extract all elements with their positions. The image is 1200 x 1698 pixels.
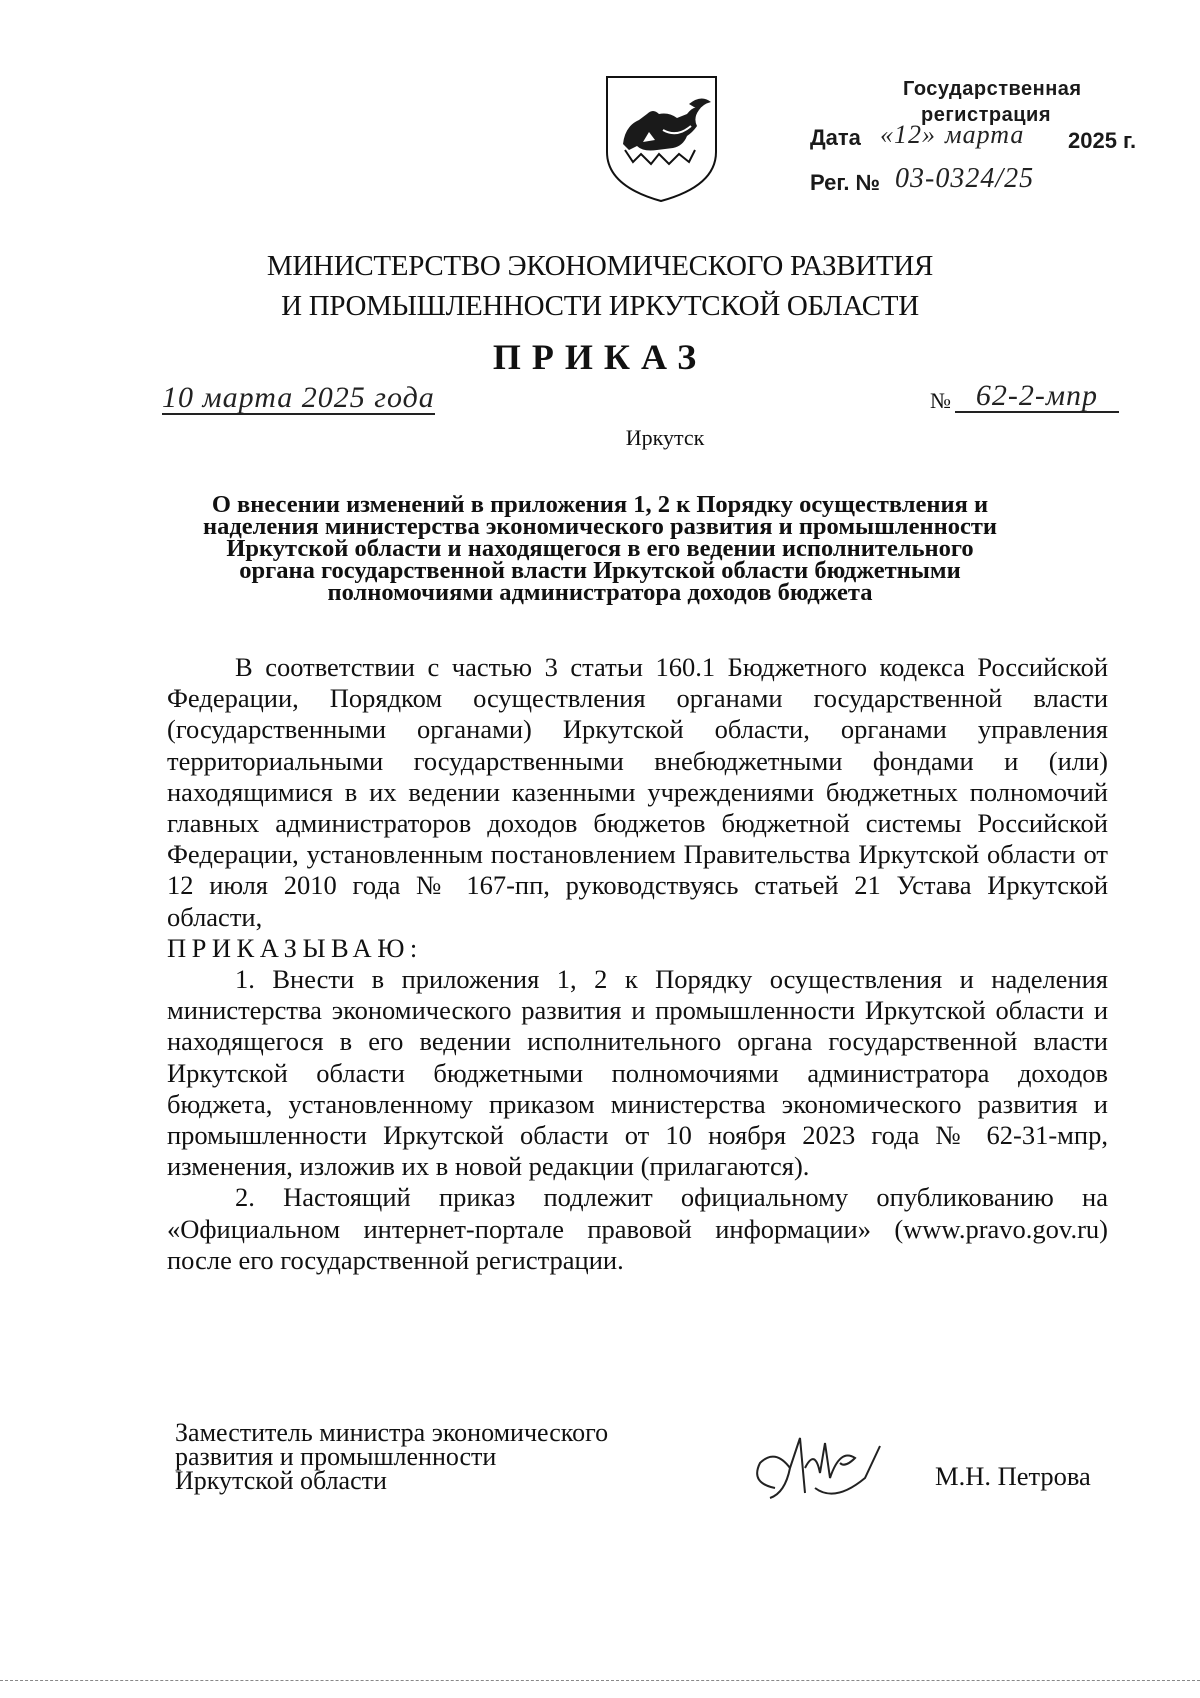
ministry-name-line1: МИНИСТЕРСТВО ЭКОНОМИЧЕСКОГО РАЗВИТИЯ <box>266 250 934 282</box>
document-title: ПРИКАЗ <box>492 337 708 377</box>
handwritten-signature <box>745 1428 895 1506</box>
subject-line: полномочиями администратора доходов бюджета <box>327 579 873 606</box>
stamp-date-day: «12» <box>880 120 936 149</box>
subject-line: органа государственной власти Иркутской области бюджетными <box>239 557 961 584</box>
stamp-reg-label: Рег. № <box>810 170 881 195</box>
order-item-1: 1. Внести в приложения 1, 2 к Порядку осуществления и наделения министерства экономического развития и промышленности Иркутской области и находящегося в его ведении исполнительного органа государственной власти Иркутской области бюджетными полномочиями администратора доходов бюджета, установленному приказом министерства экономического развития и промышленности Иркутской области от 10 ноября 2023 года № 62-31-мпр, изменения, изложив их в новой редакции (прилагаются). <box>167 964 1108 1182</box>
subject-line: Иркутской области и находящегося в его ведении исполнительного <box>226 535 974 562</box>
preamble-paragraph: В соответствии с частью 3 статьи 160.1 Бюджетного кодекса Российской Федерации, Порядком осуществления органами государственной власти (государственными органами) Иркутской области, органами управления территориальными государственными внебюджетными фондами и (или) находящимися в их ведении казенными учреждениями бюджетных полномочий главных администраторов доходов бюджетов бюджетной системы Российской Федерации, установленным постановлением Правительства Иркутской области от 12 июля 2010 года № 167-пп, руководствуясь статьей 21 Устава Иркутской области, <box>167 652 1108 932</box>
signatory-position-line: развития и промышленности <box>175 1442 497 1471</box>
subject-line: наделения министерства экономического развития и промышленности <box>203 513 997 540</box>
coat-of-arms-icon <box>603 74 720 204</box>
stamp-title-line2: регистрация <box>921 104 1051 126</box>
signatory-position <box>175 1418 735 1495</box>
stamp-date-month: марта <box>945 120 1025 149</box>
ministry-name-line2: И ПРОМЫШЛЕННОСТИ ИРКУТСКОЙ ОБЛАСТИ <box>281 290 919 322</box>
stamp-date-year: 2025 г. <box>1068 128 1137 153</box>
order-number-label: № <box>930 388 951 413</box>
subject-line: О внесении изменений в приложения 1, 2 к Порядку осуществления и <box>211 491 989 518</box>
stamp-date-label: Дата <box>810 125 861 150</box>
signatory-name: М.Н. Петрова <box>935 1461 1091 1491</box>
stamp-title-line1: Государственная <box>903 78 1082 100</box>
order-word: ПРИКАЗЫВАЮ: <box>167 932 423 963</box>
order-body <box>167 652 1108 1276</box>
signatory-position-line: Иркутской области <box>175 1466 387 1495</box>
order-date: 10 марта 2025 года <box>162 381 435 414</box>
stamp-reg-number: 03-0324/25 <box>895 163 1035 194</box>
city: Иркутск <box>625 425 705 450</box>
order-item-2: 2. Настоящий приказ подлежит официальному опубликованию на «Официальном интернет-портале правовой информации» (www.pravo.gov.ru) после его государственной регистрации. <box>167 1182 1108 1275</box>
signatory-position-line: Заместитель министра экономического <box>175 1418 609 1447</box>
page-bottom-edge <box>0 1680 1200 1681</box>
order-subject <box>175 491 1025 606</box>
order-number: 62-2-мпр <box>955 381 1119 413</box>
